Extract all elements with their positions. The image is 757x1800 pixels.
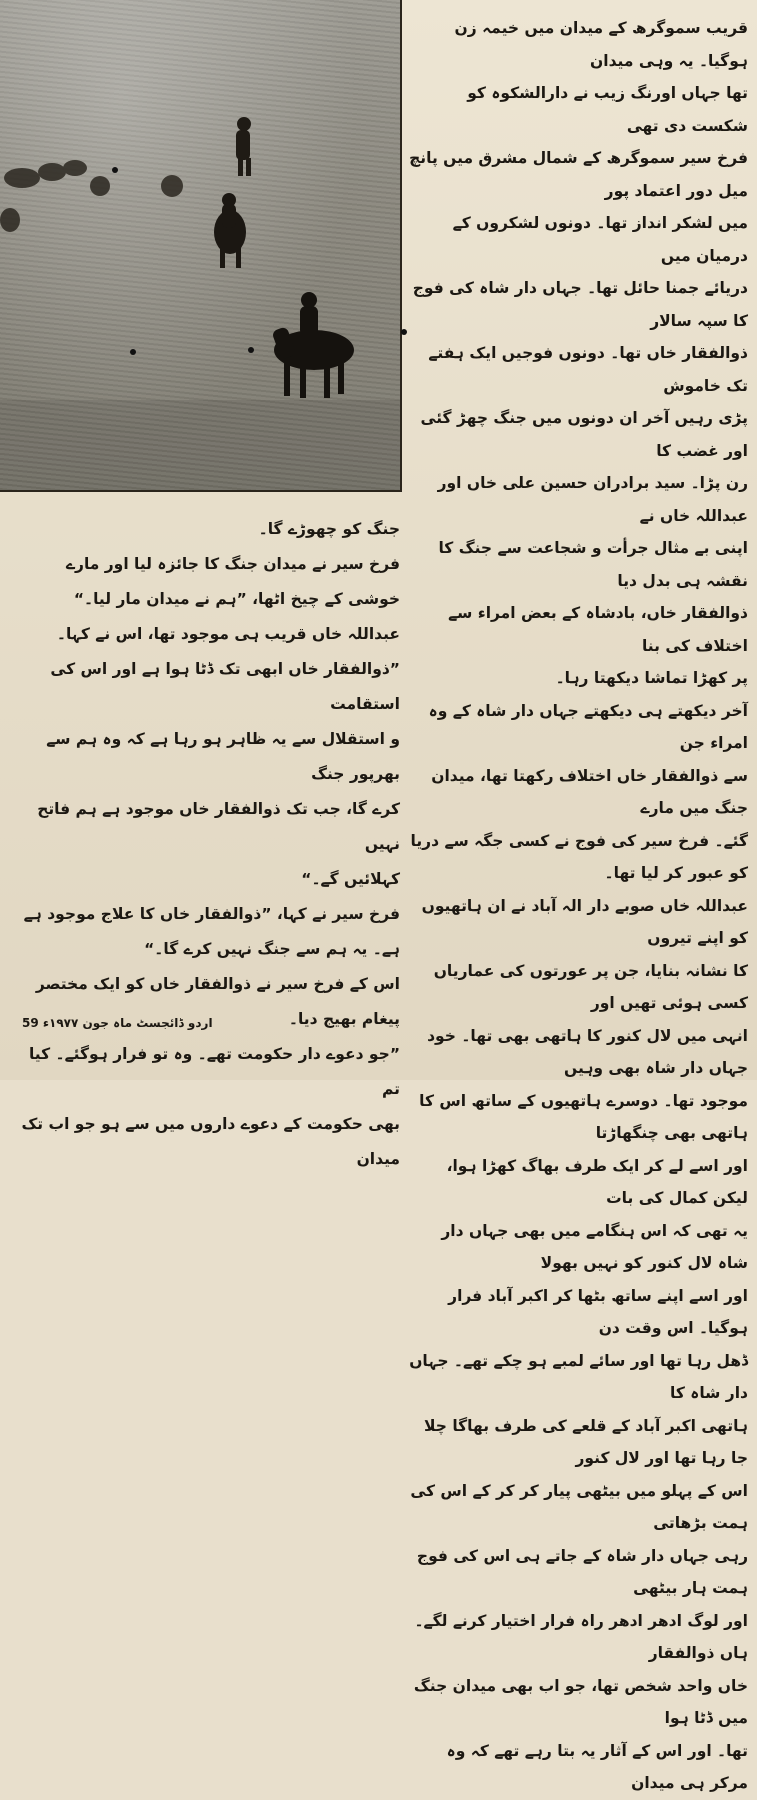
text-line: ”ذوالفقار خاں ابھی تک ڈٹا ہوا ہے اور اس کی استقامت [50, 660, 400, 713]
text-line: ”جو دعوے دار حکومت تھے۔ وہ تو فرار ہوگئے۔ کیا تم [28, 1045, 400, 1098]
text-line: عبداللہ خاں صوبے دار الہ آباد نے ان ہاتھیوں کو اپنے تیروں [421, 896, 748, 947]
text-line: خاں واحد شخص تھا، جو اب بھی میدان جنگ میں ڈٹا ہوا [413, 1676, 748, 1727]
text-line: عبداللہ خاں قریب ہی موجود تھا، اس نے کہا۔ [56, 625, 400, 643]
text-line: جنگ کو چھوڑے گا۔ [258, 520, 400, 538]
print-dot [112, 167, 118, 173]
text-line: اپنی بے مثال جرأت و شجاعت سے جنگ کا نقشہ ہی بدل دیا [438, 539, 748, 590]
text-line: موجود تھا۔ دوسرے ہاتھیوں کے ساتھ اس کا ہاتھی بھی چنگھاڑتا [419, 1091, 748, 1142]
article-column-right [408, 12, 748, 1800]
text-line: قریب سموگرھ کے میدان میں خیمہ زن ہوگیا۔ یہ وہی میدان [454, 19, 748, 70]
battlefield-photo [0, 0, 402, 492]
print-dot [248, 347, 254, 353]
battlefield-illustration [0, 0, 402, 492]
text-line: ذوالفقار خاں، بادشاہ کے بعض امراء سے اختلاف کی بنا [448, 604, 748, 655]
text-line: اور اسے اپنے ساتھ بٹھا کر اکبر آباد فرار ہوگیا۔ اس وقت دن [448, 1286, 748, 1337]
text-line: کہلائیں گے۔“ [301, 870, 400, 888]
text-line: پڑی رہیں آخر ان دونوں میں جنگ چھڑ گئی اور غضب کا [420, 409, 748, 460]
print-dot [130, 349, 136, 355]
text-line: رن پڑا۔ سید برادران حسین علی خاں اور عبداللہ خاں نے [437, 474, 748, 525]
text-line: اور لوگ ادھر ادھر راہ فرار اختیار کرنے لگے۔ ہاں ذوالفقار [414, 1611, 748, 1662]
text-line: میں لشکر انداز تھا۔ دونوں لشکروں کے درمیان میں [452, 214, 748, 265]
text-line: اس کے پہلو میں بیٹھی پیار کر کر کے اس کی ہمت بڑھاتی [410, 1481, 748, 1532]
text-line: فرخ سیر نے میدان جنگ کا جائزہ لیا اور مارے [65, 555, 400, 573]
text-line: خوشی کے چیخ اٹھا، ”ہم نے میدان مار لیا۔“ [73, 590, 400, 608]
page-footer: اردو ڈائجسٹ ماہ جون ۱۹۷۷ء 59 [22, 1016, 213, 1030]
text-line: گئے۔ فرخ سیر کی فوج نے کسی جگہ سے دریا کو عبور کر لیا تھا۔ [410, 831, 748, 882]
text-line: تھا۔ اور اس کے آثار یہ بتا رہے تھے کہ وہ مرکر ہی میدان [446, 1741, 748, 1792]
print-dot [401, 329, 407, 335]
text-line: کا نشانہ بنایا، جن پر عورتوں کی عماریاں کسی ہوئی تھیں اور [433, 961, 748, 1012]
text-line: ذوالفقار خاں تھا۔ دونوں فوجیں ایک ہفتے تک خاموش [428, 344, 748, 395]
text-line: اس کے فرخ سیر نے ذوالفقار خاں کو ایک مختصر [35, 975, 400, 993]
text-line: ہاتھی اکبر آباد کے قلعے کی طرف بھاگا چلا جا رہا تھا اور لال کنور [423, 1416, 748, 1467]
text-line: فرخ سیر نے کہا، ”ذوالفقار خاں کا علاج موجود ہے [23, 905, 400, 923]
text-line: و استقلال سے یہ ظاہر ہو رہا ہے کہ وہ ہم سے بھرپور جنگ [46, 730, 400, 783]
text-line: کرے گا، جب تک ذوالفقار خاں موجود ہے ہم فاتح نہیں [37, 800, 400, 853]
text-line: آخر دیکھتے ہی دیکھتے جہاں دار شاہ کے وہ امراء جن [428, 701, 748, 752]
text-line: فرخ سیر سموگرھ کے شمال مشرق میں پانچ میل دور اعتماد پور [409, 149, 748, 200]
text-line: ہے۔ یہ ہم سے جنگ نہیں کرے گا۔“ [144, 940, 400, 958]
text-line: دریائے جمنا حائل تھا۔ جہاں دار شاہ کی فوج کا سپہ سالار [412, 279, 748, 330]
text-line: پیغام بھیج دیا۔ [288, 1010, 400, 1028]
text-line: اور اسے لے کر ایک طرف بھاگ کھڑا ہوا، لیکن کمال کی بات [446, 1156, 748, 1207]
text-line: سے ذوالفقار خاں اختلاف رکھتا تھا، میدان جنگ میں مارے [431, 766, 748, 817]
text-line: یہ تھی کہ اس ہنگامے میں بھی جہاں دار شاہ لال کنور کو نہیں بھولا [441, 1221, 748, 1272]
text-line: ڈھل رہا تھا اور سائے لمبے ہو چکے تھے۔ جہاں دار شاہ کا [409, 1351, 748, 1402]
text-line: تھا جہاں اورنگ زیب نے دارالشکوہ کو شکست دی تھی [467, 84, 748, 135]
text-line: انہی میں لال کنور کا ہاتھی بھی تھا۔ خود جہاں دار شاہ بھی وہیں [427, 1026, 748, 1077]
article-column-left [18, 512, 400, 1177]
text-line: پر کھڑا تماشا دیکھتا رہا۔ [555, 669, 748, 687]
text-line: بھی حکومت کے دعوے داروں میں سے ہو جو اب تک میدان [21, 1115, 400, 1168]
text-line: رہی جہاں دار شاہ کے جاتے ہی اس کی فوج ہمت ہار بیٹھی [416, 1546, 748, 1597]
